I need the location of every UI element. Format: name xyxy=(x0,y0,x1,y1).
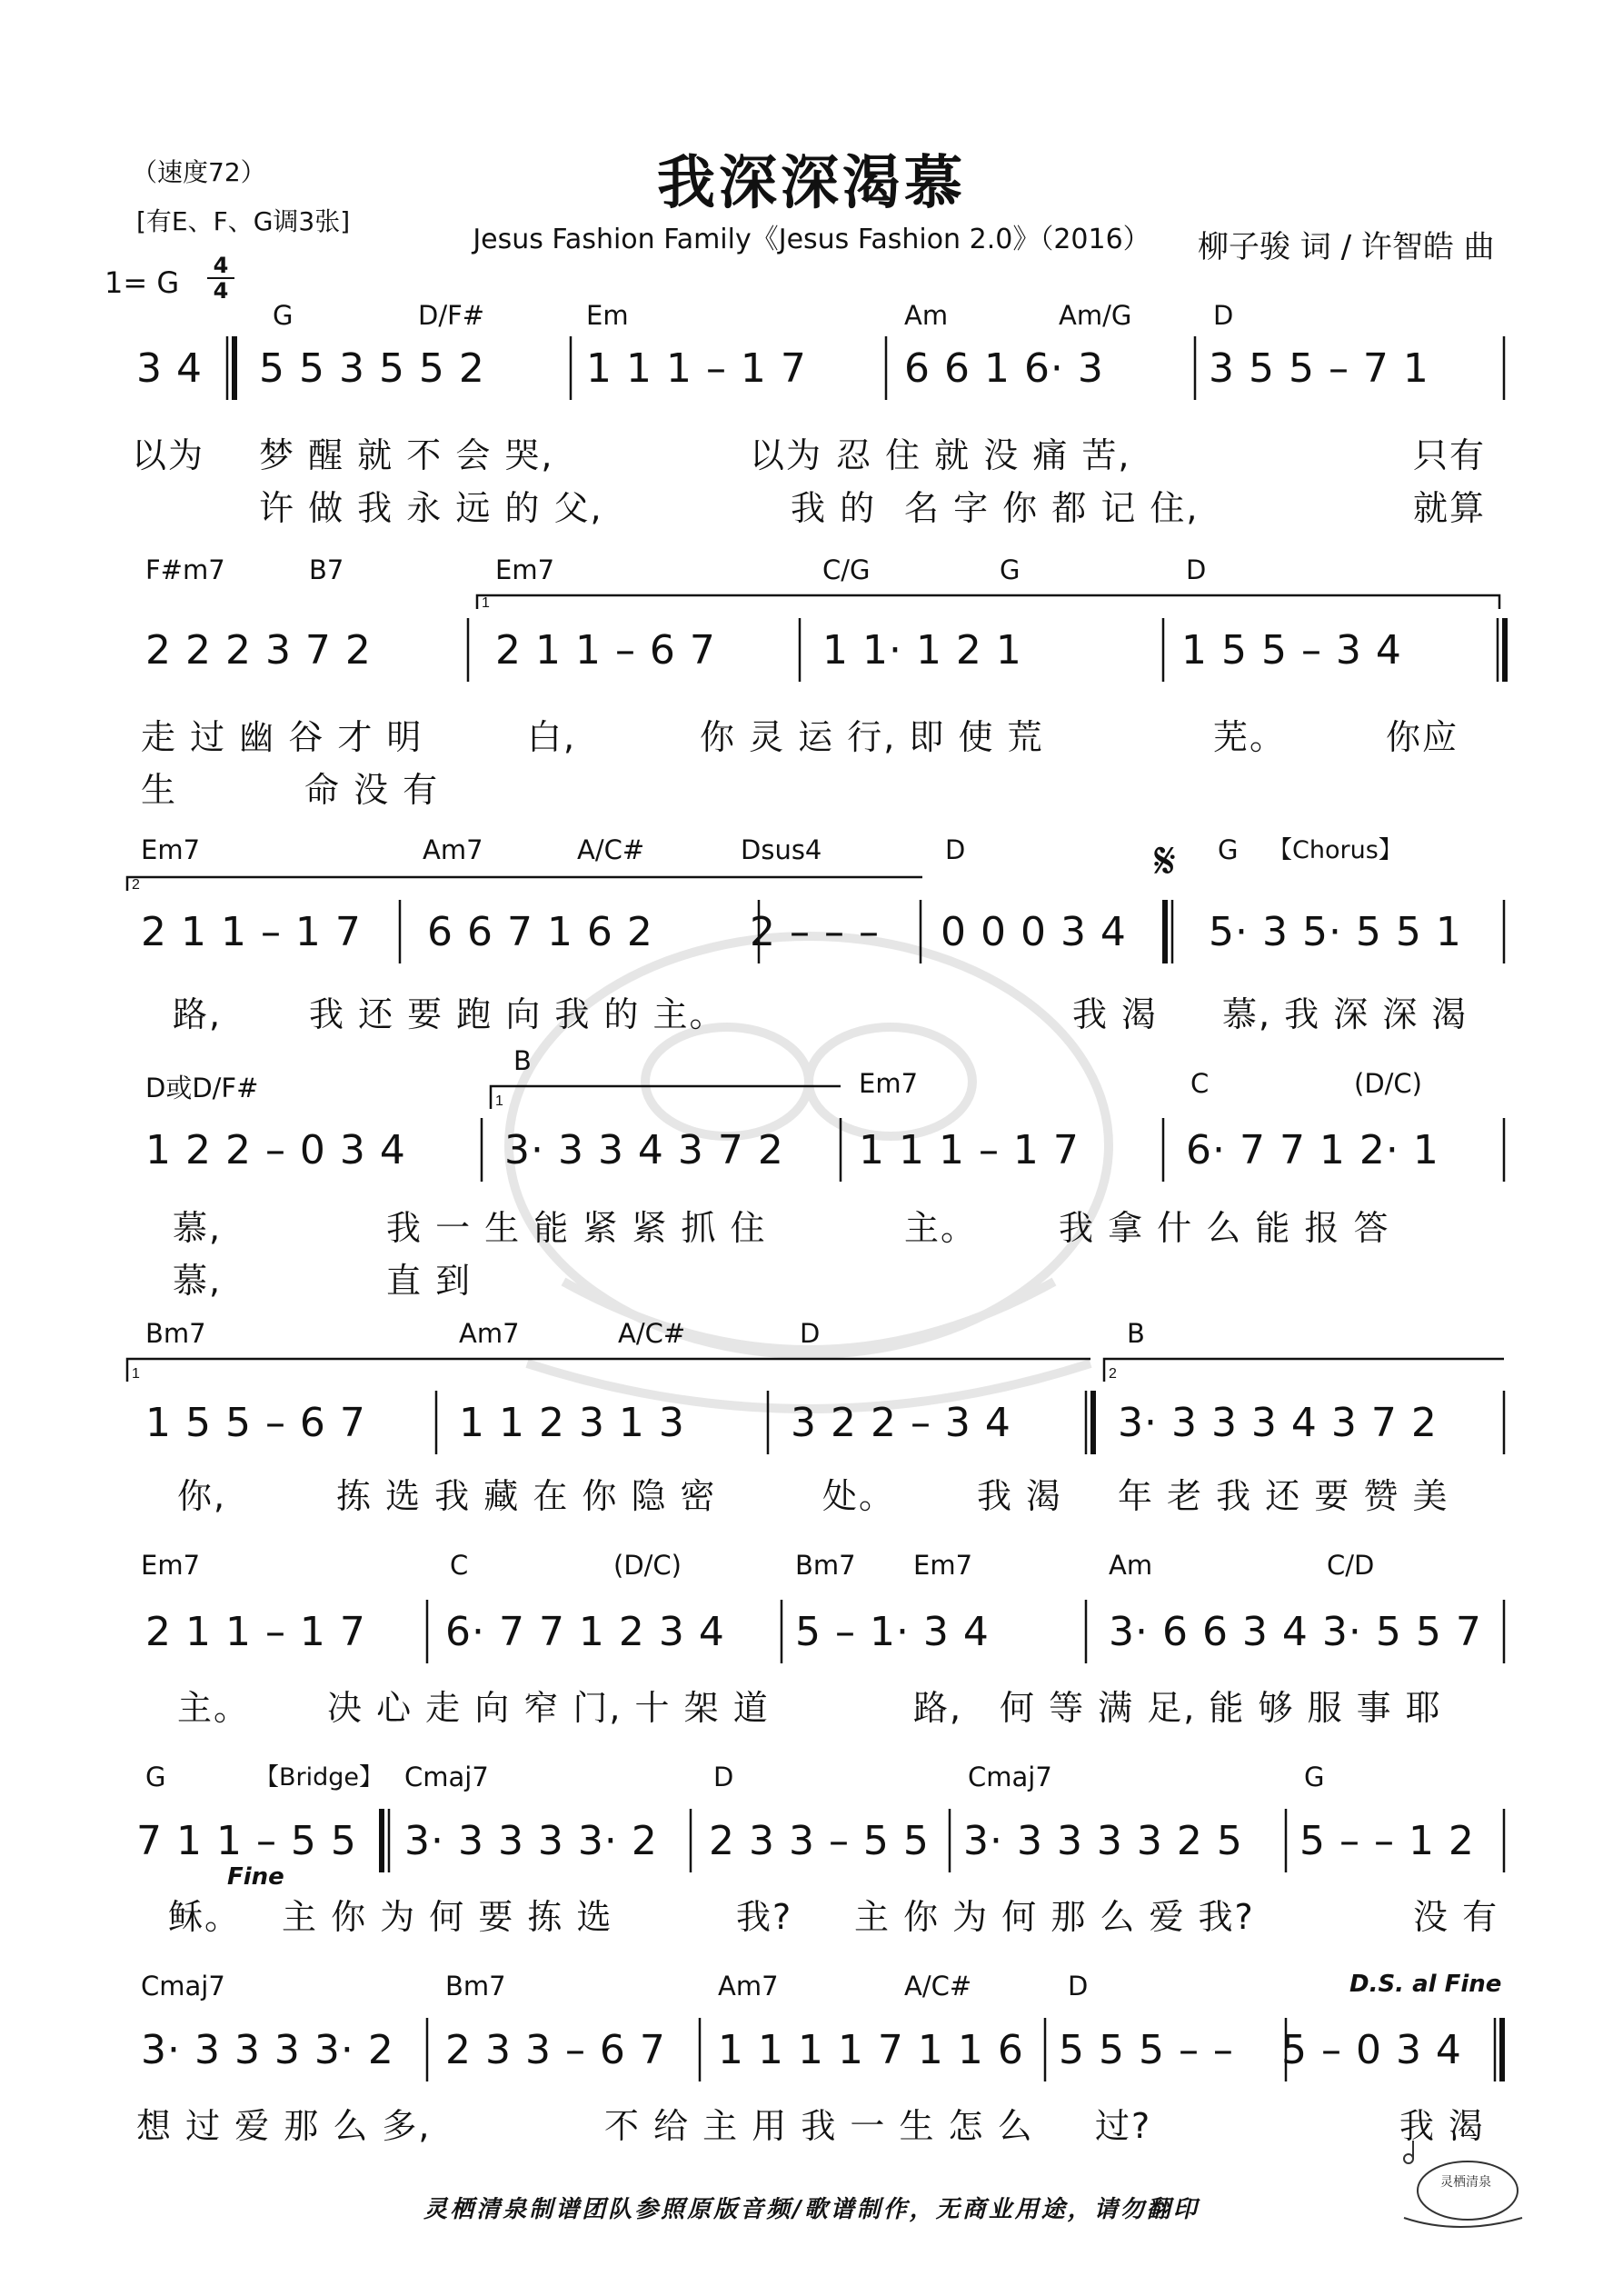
lyric: 我 拿 什 么 能 报 答 xyxy=(1059,1208,1390,1248)
lyric: 没 有 xyxy=(1413,1897,1499,1937)
logo-text: 灵栖清泉 xyxy=(1440,2175,1491,2190)
time-bottom: 4 xyxy=(213,278,229,304)
lyric: 主。 xyxy=(904,1208,978,1248)
lyric: 以为 xyxy=(132,435,205,475)
notes: 1 5 5 – 3 4 xyxy=(1181,627,1402,674)
svg-text:1: 1 xyxy=(132,1366,140,1382)
lyric: 直 到 xyxy=(386,1261,473,1301)
notes: 5 – 0 3 4 xyxy=(1281,2027,1462,2073)
chord: C xyxy=(1190,1068,1210,1099)
segno-icon: 𝄋 xyxy=(1154,832,1177,891)
lyric: 何 等 满 足, 能 够 服 事 耶 xyxy=(1000,1688,1442,1728)
svg-text:1: 1 xyxy=(495,1093,503,1109)
notes: 3· 3 3 3 3 2 5 xyxy=(963,1818,1243,1864)
chord: D xyxy=(945,834,966,865)
lyric: 不 给 主 用 我 一 生 怎 么 xyxy=(604,2106,1034,2146)
lyric: 年 老 我 还 要 赞 美 xyxy=(1118,1476,1449,1516)
svg-text:2: 2 xyxy=(1109,1366,1117,1382)
notes: 1 1 2 3 1 3 xyxy=(459,1400,685,1446)
chord: Cmaj7 xyxy=(968,1762,1052,1792)
notes: 2 1 1 – 6 7 xyxy=(495,627,716,674)
chord: Cmaj7 xyxy=(404,1762,489,1792)
chord: C xyxy=(450,1550,469,1581)
lyric: 处。 xyxy=(822,1476,896,1516)
chord: (D/C) xyxy=(1354,1068,1422,1099)
chord: Am7 xyxy=(718,1971,779,2002)
lyric: 忍 住 就 没 痛 苦, xyxy=(836,435,1131,475)
notes: 6 6 7 1 6 2 xyxy=(427,909,653,955)
notes: 2 3 3 – 5 5 xyxy=(709,1818,930,1864)
notes: 3 4 xyxy=(136,345,203,392)
chord: (D/C) xyxy=(613,1550,682,1581)
lyric: 路, xyxy=(913,1688,963,1728)
notes: 5· 3 5· 5 5 1 xyxy=(1209,909,1462,955)
authors: 柳子骏 词 / 许智皓 曲 xyxy=(1198,229,1495,265)
notes: 6 6 1 6· 3 xyxy=(904,345,1104,392)
lyric: 慕, xyxy=(173,1208,223,1248)
chord: B7 xyxy=(309,554,344,585)
lyric: 想 过 爱 那 么 多, xyxy=(136,2106,432,2146)
lyric: 我? xyxy=(736,1897,793,1937)
chord: Dsus4 xyxy=(741,834,822,865)
chord: C/G xyxy=(822,554,871,585)
chord: Am7 xyxy=(459,1318,520,1349)
notes: 2 2 2 3 7 2 xyxy=(145,627,372,674)
lyric: 我 渴 xyxy=(977,1476,1063,1516)
svg-text:1: 1 xyxy=(482,595,490,611)
chord: Em7 xyxy=(859,1068,919,1099)
chord: Cmaj7 xyxy=(141,1971,225,2002)
notes: 3 5 5 – 7 1 xyxy=(1209,345,1429,392)
lyric: 梦 醒 就 不 会 哭, xyxy=(259,435,554,475)
lyric: 走 过 幽 谷 才 明 xyxy=(141,717,423,757)
lyric: 路, xyxy=(173,994,223,1034)
chord: D xyxy=(713,1762,734,1792)
logo-icon xyxy=(1386,2136,1531,2236)
fine-marker: Fine xyxy=(227,1863,284,1891)
lyric: 慕, xyxy=(173,1261,223,1301)
lyric: 就算 xyxy=(1413,488,1487,528)
notes: 1 2 2 – 0 3 4 xyxy=(145,1127,406,1173)
chord: D xyxy=(1213,300,1234,331)
chord: Am/G xyxy=(1059,300,1132,331)
chord: Am xyxy=(904,300,949,331)
chord: G xyxy=(1218,834,1239,865)
lyric: 拣 选 我 藏 在 你 隐 密 xyxy=(336,1476,717,1516)
lyric: 主。 xyxy=(177,1688,251,1728)
lyric: 白, xyxy=(527,717,577,757)
notes: 5 – 1· 3 4 xyxy=(795,1609,990,1655)
chord: B xyxy=(513,1045,532,1076)
lyric: 主 你 为 何 要 拣 选 xyxy=(282,1897,613,1937)
chord: D/F# xyxy=(418,300,485,331)
lyric: 你, xyxy=(177,1476,227,1516)
lyric: 我 还 要 跑 向 我 的 主。 xyxy=(309,994,726,1034)
notes: 2 1 1 – 1 7 xyxy=(141,909,362,955)
lyric: 芜。 xyxy=(1213,717,1287,757)
section-label: 【Bridge】 xyxy=(254,1763,384,1792)
notes: 1 1 1 – 1 7 xyxy=(586,345,807,392)
chord: Em xyxy=(586,300,629,331)
lyric: 命 没 有 xyxy=(304,770,440,810)
chord: Bm7 xyxy=(795,1550,856,1581)
chord: A/C# xyxy=(577,834,645,865)
lyric: 我 渴 xyxy=(1072,994,1159,1034)
chord: D或D/F# xyxy=(145,1073,259,1103)
notes: 0 0 0 3 4 xyxy=(941,909,1127,955)
notes: 2 1 1 – 1 7 xyxy=(145,1609,366,1655)
lyric: 名 字 你 都 记 住, xyxy=(904,488,1200,528)
lyric: 生 xyxy=(141,770,178,810)
notes: 1 1 1 – 1 7 xyxy=(859,1127,1080,1173)
chord: Em7 xyxy=(495,554,555,585)
notes: 3· 3 3 3 3· 2 xyxy=(404,1818,658,1864)
chord: F#m7 xyxy=(145,554,225,585)
notes: 7 1 1 – 5 5 xyxy=(136,1818,357,1864)
notes: 3· 6 6 3 4 3· 5 5 7 xyxy=(1109,1609,1482,1655)
notes: 2 – – – xyxy=(750,909,880,955)
chord: G xyxy=(1000,554,1021,585)
chord: D xyxy=(1186,554,1207,585)
notes: 5 5 5 – – xyxy=(1059,2027,1234,2073)
chord: A/C# xyxy=(618,1318,686,1349)
chord: Am xyxy=(1109,1550,1153,1581)
lyric: 你 灵 运 行, 即 使 荒 xyxy=(700,717,1044,757)
notes: 3· 3 3 3 4 3 7 2 xyxy=(1118,1400,1438,1446)
notes: 5 – – 1 2 xyxy=(1299,1818,1475,1864)
lyric: 只有 xyxy=(1413,435,1487,475)
notes: 3· 3 3 4 3 7 2 xyxy=(504,1127,784,1173)
chord: C/D xyxy=(1327,1550,1375,1581)
lyric: 主 你 为 何 那 么 爱 我? xyxy=(854,1897,1255,1937)
keys-note: [有E、F、G调3张] xyxy=(136,206,351,236)
chord: G xyxy=(273,300,294,331)
ds-al-fine-marker: D.S. al Fine xyxy=(1349,1971,1502,1998)
notes: 1 5 5 – 6 7 xyxy=(145,1400,366,1446)
chord: A/C# xyxy=(904,1971,972,2002)
lyric: 你应 xyxy=(1386,717,1459,757)
chord: Em7 xyxy=(913,1550,973,1581)
lyric: 我 一 生 能 紧 紧 抓 住 xyxy=(386,1208,767,1248)
chord: D xyxy=(1068,1971,1089,2002)
notes: 3· 3 3 3 3· 2 xyxy=(141,2027,394,2073)
notes: 3 2 2 – 3 4 xyxy=(791,1400,1011,1446)
notes: 5 5 3 5 5 2 xyxy=(259,345,485,392)
subtitle: Jesus Fashion Family《Jesus Fashion 2.0》（2016） xyxy=(473,224,1150,255)
chord: Bm7 xyxy=(145,1318,206,1349)
lyric: 慕, 我 深 深 渴 xyxy=(1222,994,1469,1034)
lyric: 稣。 xyxy=(168,1897,242,1937)
lyric: 我 渴 xyxy=(1399,2106,1486,2146)
key-signature: 1= G xyxy=(105,265,180,300)
lyric: 决 心 走 向 窄 门, 十 架 道 xyxy=(327,1688,770,1728)
chord: Em7 xyxy=(141,1550,201,1581)
section-label: 【Chorus】 xyxy=(1268,836,1403,864)
notes: 1 1· 1 2 1 xyxy=(822,627,1022,674)
time-top: 4 xyxy=(213,253,229,278)
lyric: 我 的 xyxy=(791,488,877,528)
chord: Am7 xyxy=(423,834,483,865)
lyric: 许 做 我 永 远 的 父, xyxy=(259,488,603,528)
chord: G xyxy=(145,1762,166,1792)
tempo-label: （速度72） xyxy=(132,157,266,187)
notes: 6· 7 7 1 2 3 4 xyxy=(445,1609,725,1655)
chord: B xyxy=(1127,1318,1145,1349)
chord: Bm7 xyxy=(445,1971,506,2002)
chord: Em7 xyxy=(141,834,201,865)
page-title: 我深深渴慕 xyxy=(657,150,966,217)
notes: 6· 7 7 1 2· 1 xyxy=(1186,1127,1439,1173)
footer-note: 灵栖清泉制谱团队参照原版音频/歌谱制作，无商业用途，请勿翻印 xyxy=(423,2196,1200,2223)
notes: 1 1 1 1 7 1 1 6 xyxy=(718,2027,1024,2073)
chord: G xyxy=(1304,1762,1325,1792)
svg-text:2: 2 xyxy=(132,877,140,893)
lyric: 过? xyxy=(1095,2106,1152,2146)
notes: 2 3 3 – 6 7 xyxy=(445,2027,666,2073)
lyric: 以为 xyxy=(750,435,823,475)
chord: D xyxy=(800,1318,821,1349)
